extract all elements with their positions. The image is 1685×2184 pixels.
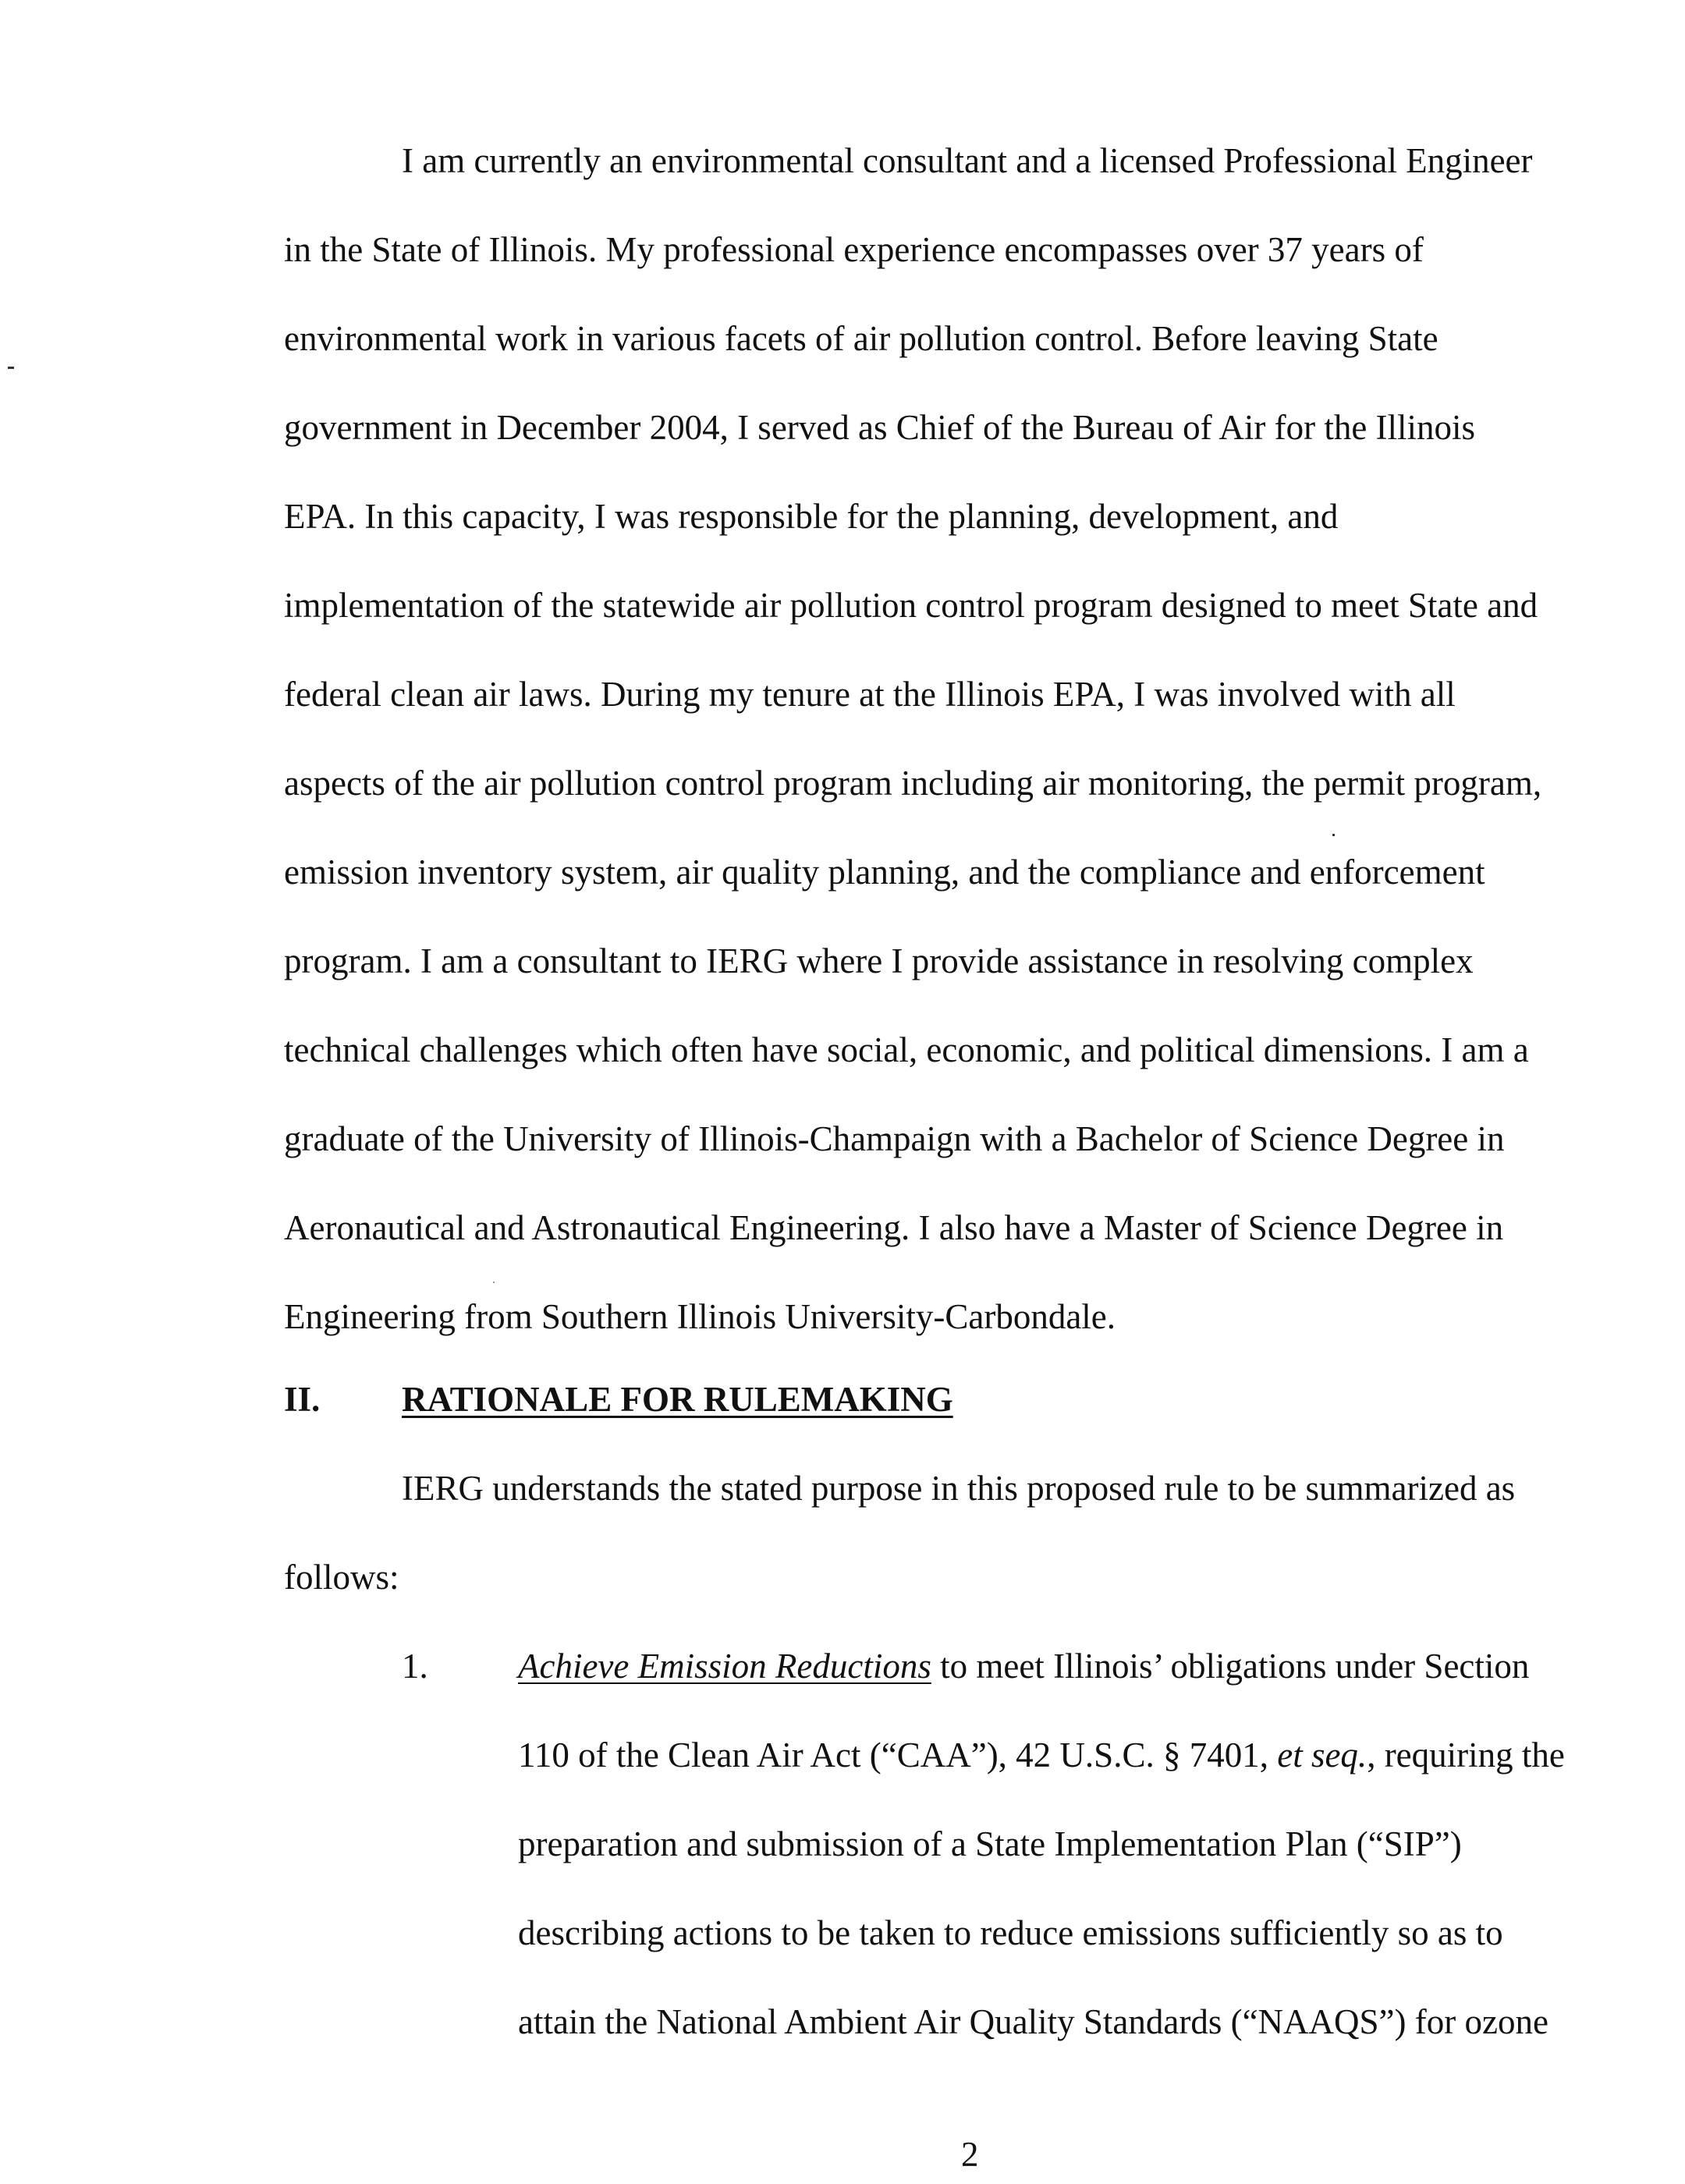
scan-speck <box>1332 834 1335 836</box>
paragraph-1-line-10: program. I am a consultant to IERG where I provide assistance in resolving complex <box>284 941 1474 980</box>
list-item-1-number: 1. <box>402 1647 428 1686</box>
paragraph-1-line-3: environmental work in various facets of air pollution control. Before leaving State <box>284 319 1438 358</box>
scan-speck <box>493 1282 495 1283</box>
paragraph-1-line-12: graduate of the University of Illinois-Champaign with a Bachelor of Science Degree in <box>284 1119 1505 1158</box>
list-item-1-emphasis: Achieve Emission Reductions <box>518 1647 931 1686</box>
list-item-1-line-4: describing actions to be taken to reduce emissions sufficiently so as to <box>518 1913 1503 1952</box>
paragraph-2-line-2: follows: <box>284 1558 399 1597</box>
section-title: RATIONALE FOR RULEMAKING <box>402 1380 953 1419</box>
paragraph-2-line-1: IERG understands the stated purpose in this proposed rule to be summarized as <box>402 1469 1516 1508</box>
list-item-1-line-2-before: 110 of the Clean Air Act (“CAA”), 42 U.S.C. § 7401, <box>518 1736 1278 1774</box>
paragraph-1-line-6: implementation of the statewide air pollution control program designed to meet State and <box>284 586 1538 625</box>
paragraph-1-line-7: federal clean air laws. During my tenure at the Illinois EPA, I was involved with all <box>284 675 1456 714</box>
page-number: 2 <box>961 2135 979 2174</box>
paragraph-1-line-13: Aeronautical and Astronautical Engineering. I also have a Master of Science Degree in <box>284 1208 1504 1247</box>
list-item-1-et-seq: et seq. <box>1277 1736 1368 1774</box>
paragraph-1-line-1: I am currently an environmental consultant and a licensed Professional Engineer <box>402 141 1533 180</box>
paragraph-1-line-9: emission inventory system, air quality planning, and the compliance and enforcement <box>284 853 1485 892</box>
paragraph-1-line-11: technical challenges which often have social, economic, and political dimensions. I am a <box>284 1030 1529 1069</box>
list-item-1-line-2-after: , requiring the <box>1367 1736 1565 1774</box>
list-item-1-line-1-rest: to meet Illinois’ obligations under Section <box>931 1647 1530 1686</box>
paragraph-1-line-4: government in December 2004, I served as Chief of the Bureau of Air for the Illinois <box>284 408 1476 447</box>
paragraph-1-line-2: in the State of Illinois. My professional experience encompasses over 37 years of <box>284 230 1424 269</box>
list-item-1-line-5: attain the National Ambient Air Quality Standards (“NAAQS”) for ozone <box>518 2002 1548 2041</box>
paragraph-1-line-5: EPA. In this capacity, I was responsible for the planning, development, and <box>284 497 1339 536</box>
list-item-1-line-1 <box>518 1644 1529 1688</box>
paragraph-1-line-14: Engineering from Southern Illinois University-Carbondale. <box>284 1297 1116 1336</box>
scan-speck <box>8 367 14 369</box>
section-number: II. <box>284 1380 321 1419</box>
paragraph-1-line-8: aspects of the air pollution control program including air monitoring, the permit program, <box>284 764 1542 803</box>
list-item-1-line-3: preparation and submission of a State Implementation Plan (“SIP”) <box>518 1824 1462 1863</box>
list-item-1-line-2 <box>518 1733 1565 1777</box>
